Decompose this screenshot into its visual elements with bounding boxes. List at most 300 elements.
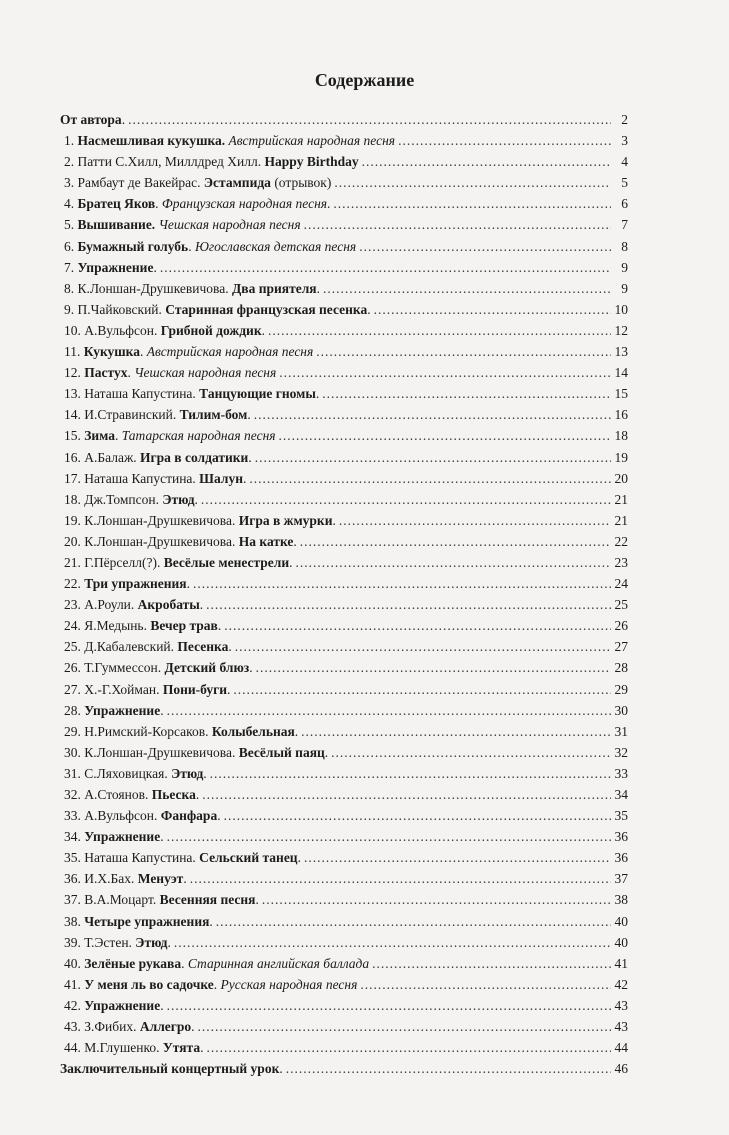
toc-entry-piece: Happy Birthday <box>264 154 359 170</box>
toc-leader-dots <box>323 278 611 299</box>
toc-entry-separator: . <box>181 955 188 971</box>
toc-entry-number: 43. <box>64 1019 85 1035</box>
toc-entry <box>60 911 628 932</box>
toc-entry-subtitle: Татарская народная песня <box>121 428 276 444</box>
toc-page-number: 43 <box>614 1019 628 1035</box>
toc-entry-author: А.Стоянов. <box>84 787 152 802</box>
toc-entry-number: 26. <box>64 660 85 676</box>
toc-leader-dots <box>301 721 611 742</box>
toc-leader-dots <box>333 193 611 214</box>
toc-leader-dots <box>167 995 611 1016</box>
toc-entry-subtitle: Австрийская народная песня <box>228 133 396 149</box>
toc-entry-author: Т.Эстен. <box>84 934 136 950</box>
toc-entry <box>60 679 628 700</box>
toc-entry-end: . <box>316 280 320 296</box>
toc-entry-title <box>64 974 357 995</box>
toc-entry-title <box>64 721 298 742</box>
toc-entry-title <box>64 657 253 678</box>
toc-leader-dots <box>256 657 611 678</box>
toc-entry <box>60 193 628 214</box>
toc-entry-number: 39. <box>64 934 85 950</box>
toc-page-number: 34 <box>614 787 628 802</box>
toc-entry-end: . <box>247 407 251 423</box>
toc-entry-title <box>64 911 213 932</box>
toc-entry-piece: Шалун <box>199 470 243 486</box>
toc-entry-number: 37. <box>64 892 85 908</box>
toc-entry-title <box>64 425 276 446</box>
toc-page-number: 13 <box>614 344 628 360</box>
toc-entry-piece: Два приятеля <box>232 280 317 296</box>
toc-entry <box>60 109 628 130</box>
toc-entry-number: 9. <box>64 301 78 317</box>
toc-entry <box>60 594 628 615</box>
toc-entry-subtitle: Старинная английская баллада <box>187 955 370 971</box>
toc-entry-number: 31. <box>64 765 85 781</box>
toc-leader-dots <box>198 1016 611 1037</box>
toc-entry-author: А.Балаж. <box>84 449 141 465</box>
toc-entry-author: А.Роули. <box>84 597 138 613</box>
toc-leader-dots <box>268 320 611 341</box>
toc-entry-title <box>64 763 207 784</box>
toc-entry-piece: Менуэт <box>137 871 184 887</box>
toc-leader-dots <box>372 953 611 974</box>
toc-page-number: 36 <box>614 829 628 845</box>
toc-entry-piece: Аллегро <box>139 1019 192 1035</box>
toc-entry-end: . <box>194 491 198 507</box>
toc-entry-piece: Игра в солдатики <box>140 449 249 465</box>
toc-leader-dots <box>210 763 611 784</box>
toc-entry-subtitle: Австрийская народная песня <box>146 344 314 360</box>
toc-entry-separator: . <box>140 344 147 360</box>
toc-entry <box>60 531 628 552</box>
toc-page-number: 44 <box>614 1040 628 1056</box>
toc-page-number: 41 <box>614 955 628 971</box>
toc-leader-dots <box>316 341 611 362</box>
toc-entry-end: . <box>327 196 331 212</box>
toc-entry-number: 12. <box>64 365 85 381</box>
toc-entry-title <box>64 362 276 383</box>
toc-entry-number: 17. <box>64 470 85 486</box>
toc-entry-piece: Заключительный концертный урок <box>60 1061 280 1077</box>
toc-leader-dots <box>224 805 611 826</box>
toc-entry-piece: У меня ль во садочке <box>84 976 214 992</box>
toc-leader-dots <box>374 299 611 320</box>
toc-leader-dots <box>201 489 611 510</box>
toc-page-number: 9 <box>621 280 628 296</box>
toc-page-number: 21 <box>614 491 628 507</box>
toc-entry-author: Х.-Г.Хойман. <box>84 681 163 697</box>
toc-entry-number: 25. <box>64 639 85 655</box>
toc-entry <box>60 932 628 953</box>
toc-entry <box>60 573 628 594</box>
toc-leader-dots <box>279 425 611 446</box>
toc-entry-title <box>64 468 246 489</box>
toc-entry-number: 4. <box>64 196 78 212</box>
toc-entry-subtitle: Югославская детская песня <box>194 238 357 254</box>
toc-page-number: 25 <box>614 597 628 613</box>
toc-page-number: 37 <box>614 871 628 887</box>
toc-entry-piece: Вышивание. <box>77 217 156 233</box>
toc-entry <box>60 657 628 678</box>
toc-entry <box>60 784 628 805</box>
toc-entry-end: . <box>121 112 126 127</box>
toc-entry <box>60 953 628 974</box>
toc-leader-dots <box>202 784 611 805</box>
toc-leader-dots <box>398 130 611 151</box>
toc-entry <box>60 320 628 341</box>
toc-entry-title <box>64 510 336 531</box>
toc-page-number: 24 <box>614 576 628 592</box>
toc-entry-end: . <box>294 723 299 739</box>
toc-entry-piece: Упражнение <box>84 997 161 1013</box>
toc-entry-title <box>64 636 232 657</box>
toc-entry-number: 34. <box>64 829 85 845</box>
toc-page-number: 32 <box>614 744 628 760</box>
toc-entry-number: 32. <box>64 787 85 802</box>
toc-entry-number: 1. <box>64 133 78 149</box>
toc-page-number: 40 <box>614 934 628 950</box>
toc-entry <box>60 510 628 531</box>
toc-entry-number: 8. <box>64 280 78 296</box>
toc-entry-title <box>64 299 371 320</box>
toc-entry-author: Наташа Капустина. <box>84 386 200 402</box>
toc-entry-number: 23. <box>64 597 85 613</box>
toc-page-number: 35 <box>614 808 628 824</box>
toc-entry-author: И.Х.Бах. <box>84 871 138 887</box>
toc-leader-dots <box>279 362 611 383</box>
toc-page-number: 3 <box>621 133 628 149</box>
toc-entry-number: 41. <box>64 976 85 992</box>
toc-page-number: 10 <box>614 301 628 317</box>
toc-entry-title <box>64 489 198 510</box>
toc-entry-title <box>64 615 221 636</box>
toc-entry-title <box>64 531 297 552</box>
toc-entry-title <box>64 383 319 404</box>
toc-entry-piece: Акробаты <box>137 597 200 613</box>
toc-leader-dots <box>300 531 611 552</box>
toc-page-number: 2 <box>621 112 628 127</box>
toc-entry-piece: Бумажный голубь <box>77 238 189 254</box>
toc-entry-title <box>64 320 265 341</box>
toc-leader-dots <box>304 214 611 235</box>
toc-entry-number: 30. <box>64 744 85 760</box>
toc-entry-author: Г.Пёрселл(?). <box>84 554 164 570</box>
toc-leader-dots <box>193 573 611 594</box>
toc-entry-piece: Этюд <box>135 934 168 950</box>
toc-entry-end: . <box>255 892 259 908</box>
toc-entry-number: 10. <box>64 322 85 338</box>
toc-entry <box>60 742 628 763</box>
toc-entry-title <box>64 214 301 235</box>
toc-entry-piece: Упражнение <box>84 702 161 718</box>
toc-entry-title <box>64 236 356 257</box>
toc-entry-piece: Вечер трав <box>150 618 218 634</box>
toc-entry-author: С.Ляховицкая. <box>84 765 172 781</box>
toc-entry-title <box>64 932 171 953</box>
toc-entry-end: . <box>297 850 301 866</box>
toc-entry-separator: . <box>188 238 195 254</box>
toc-entry <box>60 489 628 510</box>
toc-entry-title <box>64 995 164 1016</box>
toc-page-number: 38 <box>614 892 628 908</box>
toc-leader-dots <box>233 679 611 700</box>
toc-entry-number: 35. <box>64 850 85 866</box>
toc-entry-end: . <box>261 322 265 338</box>
toc-entry-separator: . <box>155 196 162 212</box>
toc-entry-title <box>64 700 164 721</box>
toc-entry-end: . <box>324 744 329 760</box>
toc-entry-end: . <box>200 1040 204 1056</box>
toc-entry-end: . <box>332 512 336 528</box>
toc-entry-title <box>64 847 301 868</box>
toc-page-number: 15 <box>614 386 628 402</box>
toc-entry-title <box>64 172 331 193</box>
toc-entry-end: . <box>203 765 207 781</box>
toc-entry-separator: . <box>127 365 135 381</box>
toc-leader-dots <box>262 889 611 910</box>
toc-entry-number: 7. <box>64 259 78 275</box>
toc-page-number: 33 <box>614 765 628 781</box>
toc-entry-title <box>64 594 203 615</box>
toc-entry-piece: Весёлый паяц <box>238 744 325 760</box>
toc-leader-dots <box>339 510 611 531</box>
toc-entry-piece: Весёлые менестрели <box>163 554 290 570</box>
toc-entry-piece: Сельский танец <box>199 850 298 866</box>
toc-entry-author: К.Лоншан-Друшкевичова. <box>84 744 239 760</box>
toc-entry <box>60 130 628 151</box>
toc-entry <box>60 278 628 299</box>
toc-entry-author: Наташа Капустина. <box>84 850 200 866</box>
toc-entry-author: Я.Медынь. <box>84 618 151 634</box>
toc-entry-author: Наташа Капустина. <box>84 470 200 486</box>
toc-entry-title <box>64 193 330 214</box>
toc-page-number: 14 <box>614 365 628 381</box>
toc-entry-title <box>64 130 395 151</box>
toc-page-number: 18 <box>614 428 628 444</box>
toc-page-number: 29 <box>614 681 628 697</box>
toc-leader-dots <box>360 974 611 995</box>
toc-leader-dots <box>362 151 611 172</box>
toc-entry-piece: Игра в жмурки <box>238 512 333 528</box>
toc-entry-end: . <box>153 259 157 275</box>
toc-entry <box>60 615 628 636</box>
toc-entry-subtitle: Французская народная песня <box>161 196 328 212</box>
toc-entry-number: 21. <box>64 554 85 570</box>
toc-entry <box>60 636 628 657</box>
toc-entry <box>60 341 628 362</box>
toc-entry-author: Дж.Томпсон. <box>84 491 163 507</box>
toc-entry-piece: Три упражнения <box>84 576 187 592</box>
toc-entry-separator: . <box>115 428 122 444</box>
toc-entry-end: . <box>160 997 164 1013</box>
toc-entry-piece: Детский блюз <box>164 660 250 676</box>
toc-leader-dots <box>206 594 611 615</box>
toc-leader-dots <box>286 1058 611 1079</box>
toc-entry-author: А.Вульфсон. <box>84 808 161 824</box>
toc-entry-piece: Этюд <box>171 765 204 781</box>
toc-entry-piece: Зима <box>84 428 116 444</box>
toc-entry-title <box>64 742 328 763</box>
page-title: Содержание <box>314 70 415 90</box>
toc-entry-title <box>64 889 259 910</box>
toc-entry-end: . <box>279 1061 283 1077</box>
toc-leader-dots <box>359 236 611 257</box>
toc-entry-piece: Песенка <box>177 639 229 655</box>
toc-entry-piece: Братец Яков <box>77 196 156 212</box>
toc-leader-dots <box>304 847 611 868</box>
toc-entry <box>60 700 628 721</box>
toc-entry-number: 29. <box>64 723 85 739</box>
toc-page-number: 42 <box>614 976 628 992</box>
toc-entry-piece: Упражнение <box>77 259 154 275</box>
toc-entry <box>60 172 628 193</box>
toc-leader-dots <box>255 447 611 468</box>
toc-entry-number: 16. <box>64 449 85 465</box>
toc-entry-subtitle: Чешская народная песня <box>158 217 301 233</box>
toc-entry-number: 42. <box>64 997 85 1013</box>
toc-leader-dots <box>128 109 611 130</box>
toc-entry-number: 19. <box>64 512 85 528</box>
toc-entry <box>60 236 628 257</box>
toc-entry-subtitle: Чешская народная песня <box>134 365 277 381</box>
toc-entry-number: 11. <box>64 344 84 360</box>
toc-entry-author: Д.Кабалевский. <box>84 639 178 655</box>
toc-entry-end: . <box>199 597 204 613</box>
toc-entry-title <box>64 552 293 573</box>
toc-leader-dots <box>167 826 611 847</box>
toc-entry-title <box>60 1058 283 1079</box>
toc-page-number: 4 <box>621 154 628 170</box>
toc-page-number: 36 <box>614 850 628 866</box>
toc-page-number: 9 <box>621 259 628 275</box>
toc-entry <box>60 151 628 172</box>
toc-entry-piece: Зелёные рукава <box>84 955 182 971</box>
toc-entry-title <box>64 404 251 425</box>
toc-entry-piece: Колыбельная <box>211 723 295 739</box>
toc-entry-end: . <box>183 871 187 887</box>
toc-entry-number: 36. <box>64 871 85 887</box>
toc-entry-title <box>64 805 221 826</box>
toc-entry <box>60 299 628 320</box>
toc-page-number: 26 <box>614 618 628 634</box>
toc-page-number: 6 <box>621 196 628 212</box>
toc-leader-dots <box>174 932 611 953</box>
toc-entry-title <box>64 573 190 594</box>
toc-entry-end: . <box>191 1019 195 1035</box>
toc-page-number: 27 <box>614 639 628 655</box>
toc-entry-end: . <box>209 913 213 929</box>
toc-entry-author: Патти С.Хилл, Миллдред Хилл. <box>77 154 265 170</box>
toc-entry-author: З.Фибих. <box>84 1019 140 1035</box>
toc-leader-dots <box>296 552 611 573</box>
toc-entry-number: 6. <box>64 238 78 254</box>
toc-entry-number: 28. <box>64 702 85 718</box>
toc-page-number: 30 <box>614 702 628 718</box>
toc-page-number: 19 <box>614 449 628 465</box>
toc-entry-end: . <box>167 934 171 950</box>
toc-entry <box>60 552 628 573</box>
toc-page-number: 31 <box>614 723 628 739</box>
toc-leader-dots <box>322 383 611 404</box>
toc-entry-title <box>64 341 313 362</box>
toc-entry-title <box>64 447 252 468</box>
toc-leader-dots <box>254 404 611 425</box>
toc-entry-end: . <box>293 533 297 549</box>
toc-entry-author: К.Лоншан-Друшкевичова. <box>84 512 239 528</box>
toc-page-number: 21 <box>614 512 628 528</box>
toc-entry-number: 38. <box>64 913 85 929</box>
toc-leader-dots <box>334 172 611 193</box>
toc-entry <box>60 404 628 425</box>
toc-entry-author: Рамбаут де Вакейрас. <box>77 175 204 191</box>
toc-entry-title <box>64 953 369 974</box>
toc-page-number: 7 <box>621 217 628 233</box>
toc-leader-dots <box>235 636 611 657</box>
toc-entry-end: . <box>248 449 252 465</box>
toc-entry-title <box>64 826 164 847</box>
toc-entry-end: . <box>186 576 190 592</box>
toc-entry-piece: Кукушка <box>83 344 141 360</box>
toc-entry-piece: Пастух <box>84 365 128 381</box>
toc-entry-piece: Упражнение <box>84 829 161 845</box>
toc-entry-piece: Пьеска <box>151 787 196 802</box>
toc-entry-piece: Грибной дождик <box>160 322 262 338</box>
toc-entry-author: К.Лоншан-Друшкевичова. <box>84 533 239 549</box>
toc-entry-number: 18. <box>64 491 85 507</box>
toc-entry-number: 33. <box>64 808 85 824</box>
toc-entry-title <box>64 278 320 299</box>
toc-entry-title <box>64 868 187 889</box>
toc-entry-end: . <box>228 639 232 655</box>
toc-entry-piece: Утята <box>162 1040 201 1056</box>
toc-entry <box>60 257 628 278</box>
toc-page-number: 46 <box>614 1061 628 1077</box>
toc-entry-number: 14. <box>64 407 85 423</box>
toc-entry-number: 5. <box>64 217 78 233</box>
toc-entry-piece: Пони-буги <box>162 681 228 697</box>
toc-entry-subtitle: Русская народная песня <box>220 976 358 992</box>
toc-entry <box>60 383 628 404</box>
toc-entry-end: . <box>227 681 231 697</box>
toc-entry-title <box>60 109 125 130</box>
toc-entry <box>60 214 628 235</box>
toc-entry <box>60 995 628 1016</box>
toc-entry-number: 44. <box>64 1040 85 1056</box>
toc-leader-dots <box>249 468 611 489</box>
toc-entry <box>60 889 628 910</box>
toc-entry <box>60 847 628 868</box>
toc-entry-end: . <box>315 386 320 402</box>
toc-entry-number: 13. <box>64 386 85 402</box>
toc-entry-number: 15. <box>64 428 85 444</box>
toc-entry-end: . <box>289 554 293 570</box>
toc-entry <box>60 1016 628 1037</box>
toc-entry-title <box>64 1016 195 1037</box>
toc-entry-author: В.А.Моцарт. <box>84 892 160 908</box>
toc-entry <box>60 721 628 742</box>
toc-entry-number: 3. <box>64 175 78 191</box>
toc-entry <box>60 868 628 889</box>
toc-entry-number: 27. <box>64 681 85 697</box>
toc-entry-title <box>64 151 359 172</box>
toc-entry-end: . <box>242 470 247 486</box>
toc-entry <box>60 362 628 383</box>
toc-entry-author: Т.Гуммессон. <box>84 660 165 676</box>
toc-entry-title <box>64 1037 203 1058</box>
toc-entry-title <box>64 257 157 278</box>
toc-entry-end: . <box>160 829 164 845</box>
toc-page-number: 12 <box>614 322 628 338</box>
